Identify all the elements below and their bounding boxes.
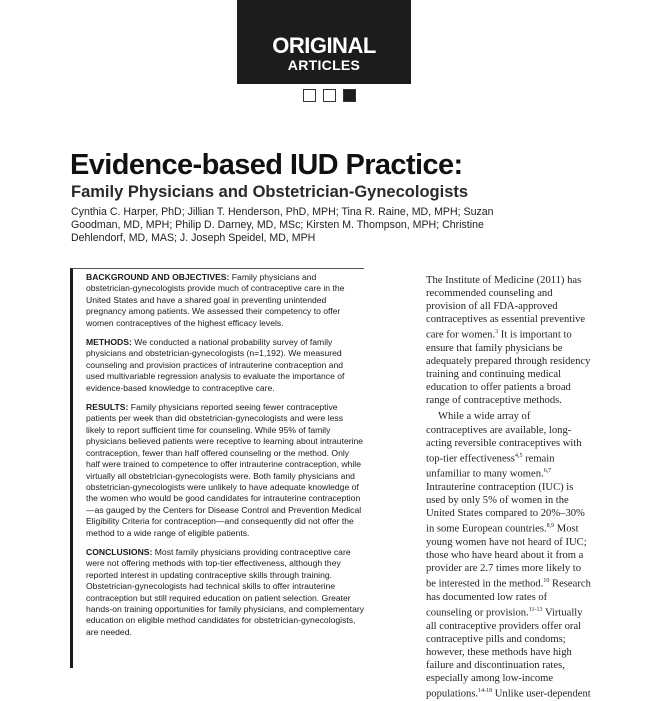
abstract-methods-text: We conducted a national probability survey of family physicians and obstetrician-gynecologists (n=1,192). We measured counseling and provision practices of intrauterine contraception and used multivariable regression analysis to evaluate the importance of evidence-based knowledge to contraceptive care. — [86, 337, 345, 393]
indicator-square-empty-icon — [303, 89, 316, 102]
body-paragraph — [426, 274, 592, 407]
body-text: Virtually all contraceptive providers offer oral contraceptive pills and condoms; however, these methods have high failure and discontinuation rates, especially among low-income populations. — [426, 607, 583, 700]
abstract-background-heading: BACKGROUND AND OBJECTIVES: — [86, 272, 230, 282]
abstract-background-text: Family physicians and obstetrician-gynecologists provide much of contraceptive care in the United States and have a shared goal in preventing unintended pregnancy among patients. We assessed their competency to offer women contraceptives of the highest efficacy levels. — [86, 272, 345, 328]
indicator-square-filled-icon — [343, 89, 356, 102]
author-list: Cynthia C. Harper, PhD; Jillian T. Henderson, PhD, MPH; Tina R. Raine, MD, MPH; Suzan Goodman, MD, MPH; Philip D. Darney, MD, MSc; Kirsten M. Thompson, MPH; Christine Dehlendorf, MD, MAS; J. Joseph Speidel, MD, MPH — [71, 206, 494, 245]
body-text: remain unfamiliar to many women. — [426, 453, 555, 480]
body-text: It is important to ensure that family physicians be adequately prepared through residency training and continuing medical education to offer patients a broad range of contraceptive methods. — [426, 329, 591, 407]
abstract-conclusions-heading: CONCLUSIONS: — [86, 546, 153, 557]
article-title: Evidence-based IUD Practice: — [70, 149, 463, 181]
banner-subtitle: ARTICLES — [287, 57, 361, 73]
citation: 3 — [495, 329, 499, 336]
citation: 6,7 — [543, 468, 552, 475]
citation: 8,9 — [546, 523, 555, 530]
abstract-box — [70, 268, 364, 668]
indicator-square-empty-icon — [323, 89, 336, 102]
body-text: Research has documented low rates of counseling or provision. — [426, 578, 591, 619]
abstract-results-text: Family physicians reported seeing fewer contraceptive patients per week than did obstetrician-gynecologists and were less likely to report sufficient time for counseling. While 95% of family physicians believed patients were receptive to learning about intrauterine contraception, fewer than half offered counseling or the method. Only half were trained to competence to offer intrauterine contraception, while virtually all obstetrician-gynecologists were. Both family physicians and obstetrician-gynecologists were unlikely to have adequate knowledge of the women who would be good candidates for intrauterine contraception—as gauged by the Centers for Disease Control and Prevention Medical Eligibility Criteria for contraception—and consequently did not offer the method to a wide range of eligible patients. — [86, 402, 364, 538]
body-text: Most young women have not heard of IUC; those who have heard about it from a provider are 2.7 times more likely to be interested in the method. — [426, 523, 587, 590]
body-text: Unlike user-dependent — [492, 688, 591, 700]
section-banner — [237, 0, 411, 84]
abstract-conclusions-text: Most family physicians providing contraceptive care were not offering methods with top-tier effectiveness, although they reported interest in updating contraceptive skills through training. Obstetrician-gynecologists had technical skills to offer intrauterine contraception but still required education on patient selection. Greater hands-on training opportunities for family physicians, and complementary education on eligible method candidates for obstetrician-gynecologists, are needed. — [86, 546, 365, 637]
abstract-methods — [86, 337, 364, 394]
citation: 11-13 — [528, 606, 543, 613]
body-text: Intrauterine contraception (IUC) is used by only 5% of women in the United States compared to 20%–30% in some European countries. — [426, 482, 585, 535]
abstract-background — [86, 272, 364, 329]
citation: 10 — [543, 578, 550, 585]
banner-title: ORIGINAL — [272, 33, 376, 58]
body-text-column — [426, 274, 592, 700]
abstract-methods-heading: METHODS: — [86, 337, 132, 348]
article-subtitle: Family Physicians and Obstetrician-Gynecologists — [71, 183, 469, 201]
body-text: While a wide array of contraceptives are available, long-acting reversible contraceptives with top-tier effectiveness — [426, 411, 582, 465]
abstract-conclusions — [86, 547, 364, 638]
abstract-results-heading: RESULTS: — [86, 402, 129, 413]
body-paragraph — [426, 410, 592, 700]
body-text: The Institute of Medicine (2011) has recommended counseling and provision of all FDA-approved contraceptives as essential preventive care for women. — [426, 275, 586, 341]
abstract-results — [86, 402, 364, 539]
citation: 4,5 — [514, 452, 523, 459]
citation: 14-18 — [478, 688, 493, 694]
